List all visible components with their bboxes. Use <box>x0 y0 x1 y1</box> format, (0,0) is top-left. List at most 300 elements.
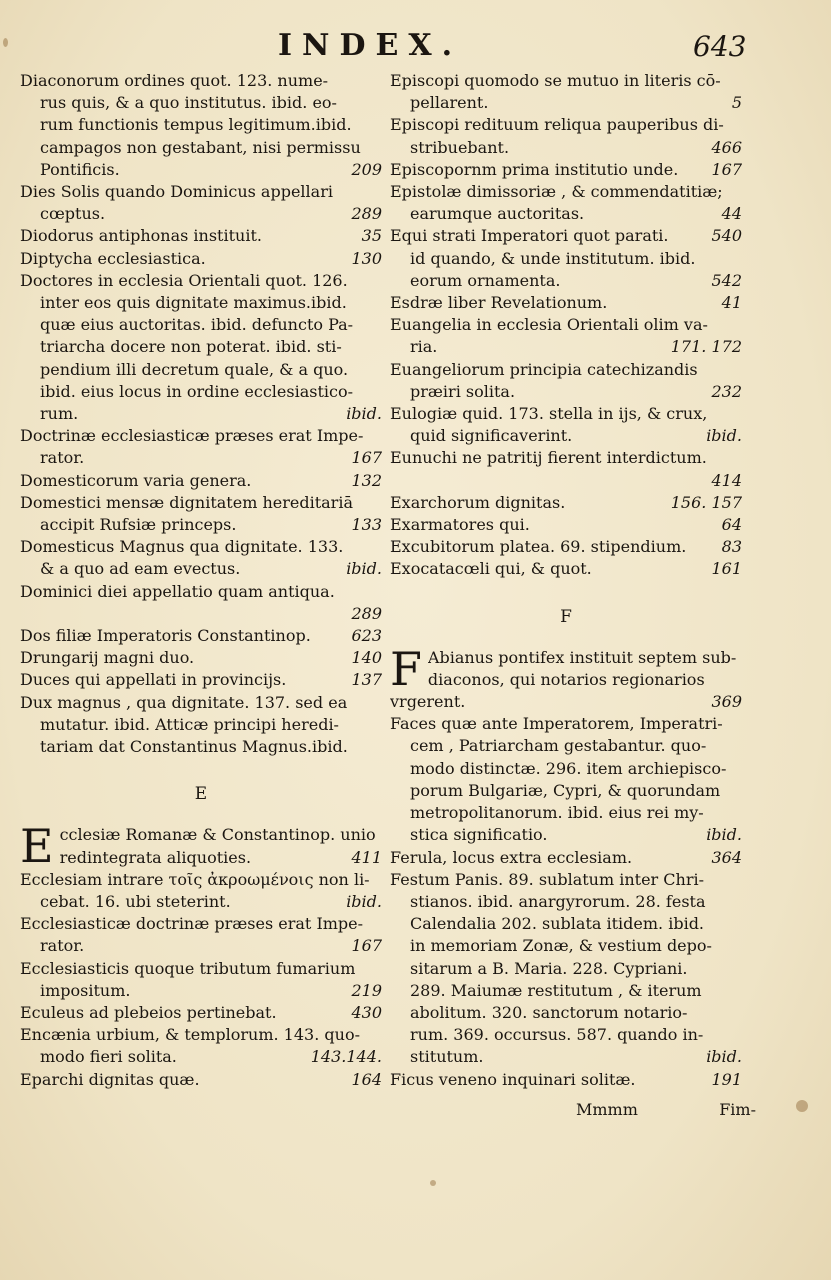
index-entry <box>20 225 382 247</box>
page-reference <box>736 248 742 270</box>
entry-text: ria. <box>410 337 438 357</box>
page-reference <box>736 713 742 735</box>
catchword: Fim- <box>719 1100 756 1119</box>
entry-line <box>390 1024 742 1046</box>
index-entry <box>20 819 382 874</box>
entry-line <box>390 1002 742 1024</box>
index-entry <box>390 558 742 580</box>
signature-mark: Mmmm <box>576 1100 638 1119</box>
page-reference <box>376 336 382 358</box>
entry-text: diaconos, qui notarios regionarios <box>427 669 705 689</box>
entry-text: quæ eius auctoritas. ibid. defuncto Pa- <box>40 315 354 335</box>
index-entry <box>20 692 382 759</box>
entry-text: Episcopi redituum reliqua pauperibus di- <box>390 115 724 135</box>
entry-text: campagos non gestabant, nisi permissu <box>40 137 361 157</box>
entry-text: impositum. <box>40 980 131 1000</box>
entry-line <box>20 1024 382 1046</box>
left-column <box>20 70 382 1091</box>
page-reference: 171. 172 <box>670 337 742 357</box>
page-reference <box>736 869 742 891</box>
entry-line <box>20 958 382 980</box>
entry-text: Euangelia in ecclesia Orientali olim va- <box>390 315 708 335</box>
entry-line <box>390 691 742 713</box>
index-entry <box>390 114 742 158</box>
entry-line <box>390 248 742 270</box>
index-entry <box>390 159 742 181</box>
entry-text: Dos filiæ Imperatoris Constantinop. <box>20 626 311 646</box>
page-reference <box>376 70 382 92</box>
page-reference: 167 <box>711 159 742 179</box>
entry-line <box>20 270 382 292</box>
entry-text: Episcopi quomodo se mutuo in literis cō- <box>390 71 721 90</box>
drop-cap: F <box>390 641 422 696</box>
index-entry <box>20 248 382 270</box>
page-reference <box>376 92 382 114</box>
page-reference: 41 <box>721 293 742 313</box>
entry-line <box>390 447 742 469</box>
page-reference: 140 <box>351 648 382 668</box>
entry-line <box>20 70 382 92</box>
entry-text: & a quo ad eam evectus. <box>40 559 241 579</box>
page-reference <box>736 447 742 469</box>
entry-line <box>20 603 382 625</box>
page-reference <box>736 758 742 780</box>
page-reference: 156. 157 <box>670 492 742 512</box>
entry-text: Dux magnus , qua dignitate. 137. sed ea <box>20 692 348 712</box>
page-reference <box>736 980 742 1002</box>
page-reference <box>376 1024 382 1046</box>
entry-line <box>390 381 742 403</box>
entry-line <box>20 692 382 714</box>
entry-text: Ficus veneno inquinari solitæ. <box>390 1069 636 1089</box>
entry-line <box>20 447 382 469</box>
page-reference <box>376 292 382 314</box>
entry-line <box>390 1069 742 1091</box>
index-entry <box>20 1069 382 1091</box>
entry-text: Pontificis. <box>40 159 120 179</box>
entry-line <box>20 248 382 270</box>
page-reference: ibid. <box>346 891 382 911</box>
index-entry <box>20 913 382 957</box>
page-reference <box>736 913 742 935</box>
page-reference <box>376 958 382 980</box>
entry-line <box>390 181 742 203</box>
entry-line <box>390 869 742 891</box>
index-entry <box>20 470 382 492</box>
entry-line <box>20 336 382 358</box>
entry-text: Exocatacœli qui, & quot. <box>390 559 592 579</box>
entry-text: Ecclesiasticæ doctrinæ præses erat Impe- <box>20 914 364 934</box>
entry-line <box>390 802 742 824</box>
entry-text: Encænia urbium, & templorum. 143. quo- <box>20 1025 360 1045</box>
entry-line <box>20 1002 382 1024</box>
entry-text: mutatur. ibid. Atticæ principi heredi- <box>40 714 339 734</box>
page-reference <box>736 802 742 824</box>
entry-line <box>20 514 382 536</box>
entry-text: sitarum a B. Maria. 228. Cypriani. <box>410 958 688 978</box>
index-entry <box>20 958 382 1002</box>
entry-line <box>20 225 382 247</box>
entry-text: Doctores in ecclesia Orientali quot. 126. <box>20 270 348 290</box>
page-reference: 623 <box>351 626 382 646</box>
entry-text: in memoriam Zonæ, & vestium depo- <box>410 936 712 956</box>
entry-line <box>390 536 742 558</box>
page-reference <box>376 137 382 159</box>
entry-text: 289. Maiumæ restitutum , & iterum <box>410 980 702 1000</box>
page-reference: ibid. <box>706 426 742 446</box>
index-entry <box>390 641 742 714</box>
page-reference: 289 <box>351 603 382 623</box>
entry-line <box>20 736 382 758</box>
entry-text: Ecclesiam intrare τοῖς ἀκροωμένοις non li- <box>20 869 370 889</box>
page-reference <box>376 425 382 447</box>
index-entry <box>20 647 382 669</box>
page-reference: 167 <box>351 448 382 468</box>
entry-text: Festum Panis. 89. sublatum inter Chri- <box>390 869 704 889</box>
page-reference: 466 <box>711 137 742 157</box>
page-reference <box>376 181 382 203</box>
entry-text: rus quis, & a quo institutus. ibid. eo- <box>40 93 337 113</box>
page-reference: ibid. <box>346 404 382 424</box>
entry-text: vrgerent. <box>390 692 466 712</box>
entry-line <box>390 935 742 957</box>
page-reference <box>736 647 742 669</box>
index-entry <box>390 847 742 869</box>
entry-line <box>20 891 382 913</box>
entry-line <box>20 536 382 558</box>
entry-line <box>390 470 742 492</box>
index-entry <box>390 292 742 314</box>
entry-text: cclesiæ Romanæ & Constantinop. unio <box>59 825 376 845</box>
entry-line <box>390 558 742 580</box>
entry-line <box>390 1046 742 1068</box>
entry-line <box>20 314 382 336</box>
entry-line <box>20 625 382 647</box>
entry-text: Faces quæ ante Imperatorem, Imperatri- <box>390 714 723 734</box>
page-reference: 35 <box>361 226 382 246</box>
ink-mark <box>3 38 8 47</box>
entry-text: Abianus pontifex instituit septem sub- <box>427 647 736 667</box>
entry-text: porum Bulgariæ, Cypri, & quorundam <box>410 780 721 800</box>
entry-line <box>390 92 742 114</box>
entry-line <box>390 847 742 869</box>
entry-line <box>390 403 742 425</box>
entry-line <box>20 669 382 691</box>
entry-line <box>20 203 382 225</box>
index-entry <box>390 181 742 225</box>
entry-line <box>20 292 382 314</box>
entry-text: Ecclesiasticis quoque tributum fumarium <box>20 958 356 978</box>
entry-line <box>390 514 742 536</box>
entry-line <box>390 225 742 247</box>
index-entry <box>390 403 742 447</box>
entry-line <box>20 714 382 736</box>
entry-text: rator. <box>40 448 85 468</box>
entry-text: Exarchorum dignitas. <box>390 492 566 512</box>
entry-text: Domesticus Magnus qua dignitate. 133. <box>20 537 344 557</box>
page-reference: 289 <box>351 204 382 224</box>
entry-line <box>20 381 382 403</box>
page-reference <box>736 181 742 203</box>
page-reference <box>376 536 382 558</box>
page-reference: ibid. <box>706 1047 742 1067</box>
entry-text: rator. <box>40 936 85 956</box>
entry-text: Domestici mensæ dignitatem hereditariā <box>20 492 353 512</box>
page-reference: 414 <box>711 470 742 490</box>
entry-text: Dies Solis quando Dominicus appellari <box>20 182 333 202</box>
entry-line <box>20 114 382 136</box>
entry-line <box>20 470 382 492</box>
entry-line <box>390 314 742 336</box>
page-reference: 164 <box>351 1069 382 1089</box>
page-reference: 5 <box>731 93 742 113</box>
entry-text: cœptus. <box>40 204 106 224</box>
index-entry <box>390 225 742 292</box>
index-entry <box>20 625 382 647</box>
index-entry <box>20 581 382 625</box>
page-reference: 430 <box>351 1002 382 1022</box>
entry-line <box>428 647 742 669</box>
section-heading-e: E <box>194 784 208 805</box>
page-reference: 369 <box>711 692 742 712</box>
entry-text: modo fieri solita. <box>40 1047 177 1067</box>
entry-line <box>390 137 742 159</box>
entry-text: stitutum. <box>410 1047 484 1067</box>
index-entry <box>20 536 382 580</box>
entry-text: præiri solita. <box>410 381 516 401</box>
page-reference <box>376 913 382 935</box>
index-entry <box>390 447 742 491</box>
entry-text: Eculeus ad plebeios pertinebat. <box>20 1002 277 1022</box>
page-reference <box>736 935 742 957</box>
entries-e-continued <box>390 70 742 581</box>
page-reference <box>376 692 382 714</box>
page-reference <box>376 381 382 403</box>
entry-text: Eunuchi ne patritij fierent interdictum. <box>390 448 707 468</box>
entry-line <box>20 137 382 159</box>
entry-text: Episcopornm prima institutio unde. <box>390 159 679 179</box>
entry-text: Domesticorum varia genera. <box>20 470 252 490</box>
page-reference: 133 <box>351 515 382 535</box>
page-reference <box>376 581 382 603</box>
page-reference <box>376 714 382 736</box>
page-reference: 143.144. <box>310 1047 382 1067</box>
index-entry <box>390 514 742 536</box>
page-reference <box>736 114 742 136</box>
entry-line <box>390 980 742 1002</box>
entry-text: Diaconorum ordines quot. 123. nume- <box>20 71 329 90</box>
page-reference: 44 <box>721 204 742 224</box>
page-reference <box>736 1024 742 1046</box>
entries-f <box>390 641 742 1091</box>
page-reference <box>736 1002 742 1024</box>
page-reference <box>376 314 382 336</box>
entry-text: Eulogiæ quid. 173. stella in ijs, & crux, <box>390 404 708 424</box>
index-entry <box>20 70 382 181</box>
entry-line <box>390 913 742 935</box>
entry-text: ibid. eius locus in ordine ecclesiastico- <box>40 381 353 401</box>
entry-line <box>20 913 382 935</box>
page-reference <box>736 735 742 757</box>
page-reference: 364 <box>711 847 742 867</box>
entry-line <box>390 735 742 757</box>
section-heading-f: F <box>560 606 572 627</box>
page-reference: 540 <box>711 226 742 246</box>
page-reference: 64 <box>721 515 742 535</box>
page-reference <box>736 780 742 802</box>
entry-line <box>390 425 742 447</box>
entries-d <box>20 70 382 758</box>
index-entry <box>20 669 382 691</box>
index-entry <box>20 1024 382 1068</box>
page-reference: 542 <box>711 270 742 290</box>
entry-line <box>20 1046 382 1068</box>
page-reference: 191 <box>711 1069 742 1089</box>
entry-text: stribuebant. <box>410 137 510 157</box>
index-entry <box>390 869 742 1069</box>
page-reference: 132 <box>351 470 382 490</box>
entry-text: Excubitorum platea. 69. stipendium. <box>390 537 687 557</box>
entry-text: pendium illi decretum quale, & a quo. <box>40 359 349 379</box>
index-entry <box>20 181 382 225</box>
entry-text: accipit Rufsiæ princeps. <box>40 515 237 535</box>
entry-line <box>20 581 382 603</box>
page-reference: 167 <box>351 936 382 956</box>
page-reference <box>736 403 742 425</box>
entry-line <box>20 159 382 181</box>
index-entry <box>390 713 742 846</box>
entry-text: Doctrinæ ecclesiasticæ præses erat Impe- <box>20 426 364 446</box>
page-reference <box>376 824 382 846</box>
page-reference <box>736 958 742 980</box>
entry-line <box>390 758 742 780</box>
page-reference <box>736 314 742 336</box>
page-reference <box>376 869 382 891</box>
entry-line <box>20 980 382 1002</box>
entry-line <box>390 336 742 358</box>
entry-line <box>390 713 742 735</box>
entry-line <box>428 669 742 691</box>
entry-text: triarcha docere non poterat. ibid. sti- <box>40 337 342 357</box>
entry-text: rum. <box>40 404 79 424</box>
stain-spot <box>430 1180 436 1186</box>
entry-line <box>20 492 382 514</box>
page-reference: 130 <box>351 248 382 268</box>
entry-line <box>390 203 742 225</box>
index-entry <box>390 536 742 558</box>
page-reference <box>736 891 742 913</box>
page-reference: 161 <box>711 559 742 579</box>
index-entry <box>20 270 382 425</box>
entry-line <box>390 159 742 181</box>
page-reference <box>376 359 382 381</box>
page-reference <box>736 70 742 92</box>
entry-text: Diodorus antiphonas instituit. <box>20 226 262 246</box>
entry-text: rum functionis tempus legitimum.ibid. <box>40 115 352 135</box>
entry-text: rum. 369. occursus. 587. quando in- <box>410 1025 704 1045</box>
entries-e <box>20 819 382 1090</box>
entry-line <box>20 403 382 425</box>
entry-text: stianos. ibid. anargyrorum. 28. festa <box>410 891 706 911</box>
entry-text: Epistolæ dimissoriæ , & commendatitiæ; <box>390 182 723 202</box>
entry-text: eorum ornamenta. <box>410 270 561 290</box>
entry-text: inter eos quis dignitate maximus.ibid. <box>40 293 347 313</box>
entry-text: abolitum. 320. sanctorum notario- <box>410 1002 688 1022</box>
entry-text: earumque auctoritas. <box>410 204 585 224</box>
entry-text: Ferula, locus extra ecclesiam. <box>390 847 633 867</box>
page-reference: ibid. <box>706 825 742 845</box>
entry-text: Euangeliorum principia catechizandis <box>390 359 698 379</box>
entry-text: Diptycha ecclesiastica. <box>20 248 206 268</box>
entry-line <box>390 70 742 92</box>
entry-line <box>390 270 742 292</box>
entry-text: Equi strati Imperatori quot parati. <box>390 226 669 246</box>
page-number: 643 <box>693 30 747 63</box>
page-reference: 219 <box>351 980 382 1000</box>
index-entry <box>390 1069 742 1091</box>
entry-line <box>20 181 382 203</box>
entry-line <box>20 558 382 580</box>
index-entry <box>390 492 742 514</box>
entry-text: pellarent. <box>410 93 489 113</box>
entry-line <box>60 847 382 869</box>
entry-line <box>20 647 382 669</box>
entry-text: quid significaverint. <box>410 426 573 446</box>
entry-text: redintegrata aliquoties. <box>59 847 252 867</box>
entry-text: id quando, & unde institutum. ibid. <box>410 248 696 268</box>
entry-line <box>390 780 742 802</box>
entry-line <box>20 425 382 447</box>
drop-cap: E <box>20 819 54 874</box>
entry-line <box>20 935 382 957</box>
entry-text: Calendalia 202. sublata itidem. ibid. <box>410 914 705 934</box>
index-entry <box>20 869 382 913</box>
stain-spot <box>796 1100 808 1112</box>
entry-line <box>390 114 742 136</box>
entry-line <box>390 958 742 980</box>
entry-text: tariam dat Constantinus Magnus.ibid. <box>40 737 348 757</box>
entry-line <box>390 891 742 913</box>
entry-line <box>60 824 382 846</box>
index-entry <box>20 492 382 536</box>
page-reference <box>376 736 382 758</box>
entry-text: cem , Patriarcham gestabantur. quo- <box>410 736 707 756</box>
page-reference <box>376 270 382 292</box>
page-reference <box>736 669 742 691</box>
page-reference <box>376 492 382 514</box>
entry-text: Exarmatores qui. <box>390 515 530 535</box>
index-entry <box>20 1002 382 1024</box>
running-header: INDEX. <box>278 28 463 63</box>
entry-line <box>390 292 742 314</box>
page-reference: 83 <box>721 537 742 557</box>
entry-text: modo distinctæ. 296. item archiepisco- <box>410 758 727 778</box>
entry-text: cebat. 16. ubi steterint. <box>40 891 231 911</box>
entry-text: Duces qui appellati in provincijs. <box>20 670 287 690</box>
page-reference <box>376 114 382 136</box>
index-entry <box>20 425 382 469</box>
index-entry <box>390 359 742 403</box>
page-reference: 232 <box>711 381 742 401</box>
entry-text: metropolitanorum. ibid. eius rei my- <box>410 803 704 823</box>
page-reference: 137 <box>351 670 382 690</box>
right-column <box>390 70 742 1091</box>
entry-line <box>390 359 742 381</box>
entry-line <box>390 492 742 514</box>
index-entry <box>390 70 742 114</box>
index-entry <box>390 314 742 358</box>
entry-line <box>20 359 382 381</box>
